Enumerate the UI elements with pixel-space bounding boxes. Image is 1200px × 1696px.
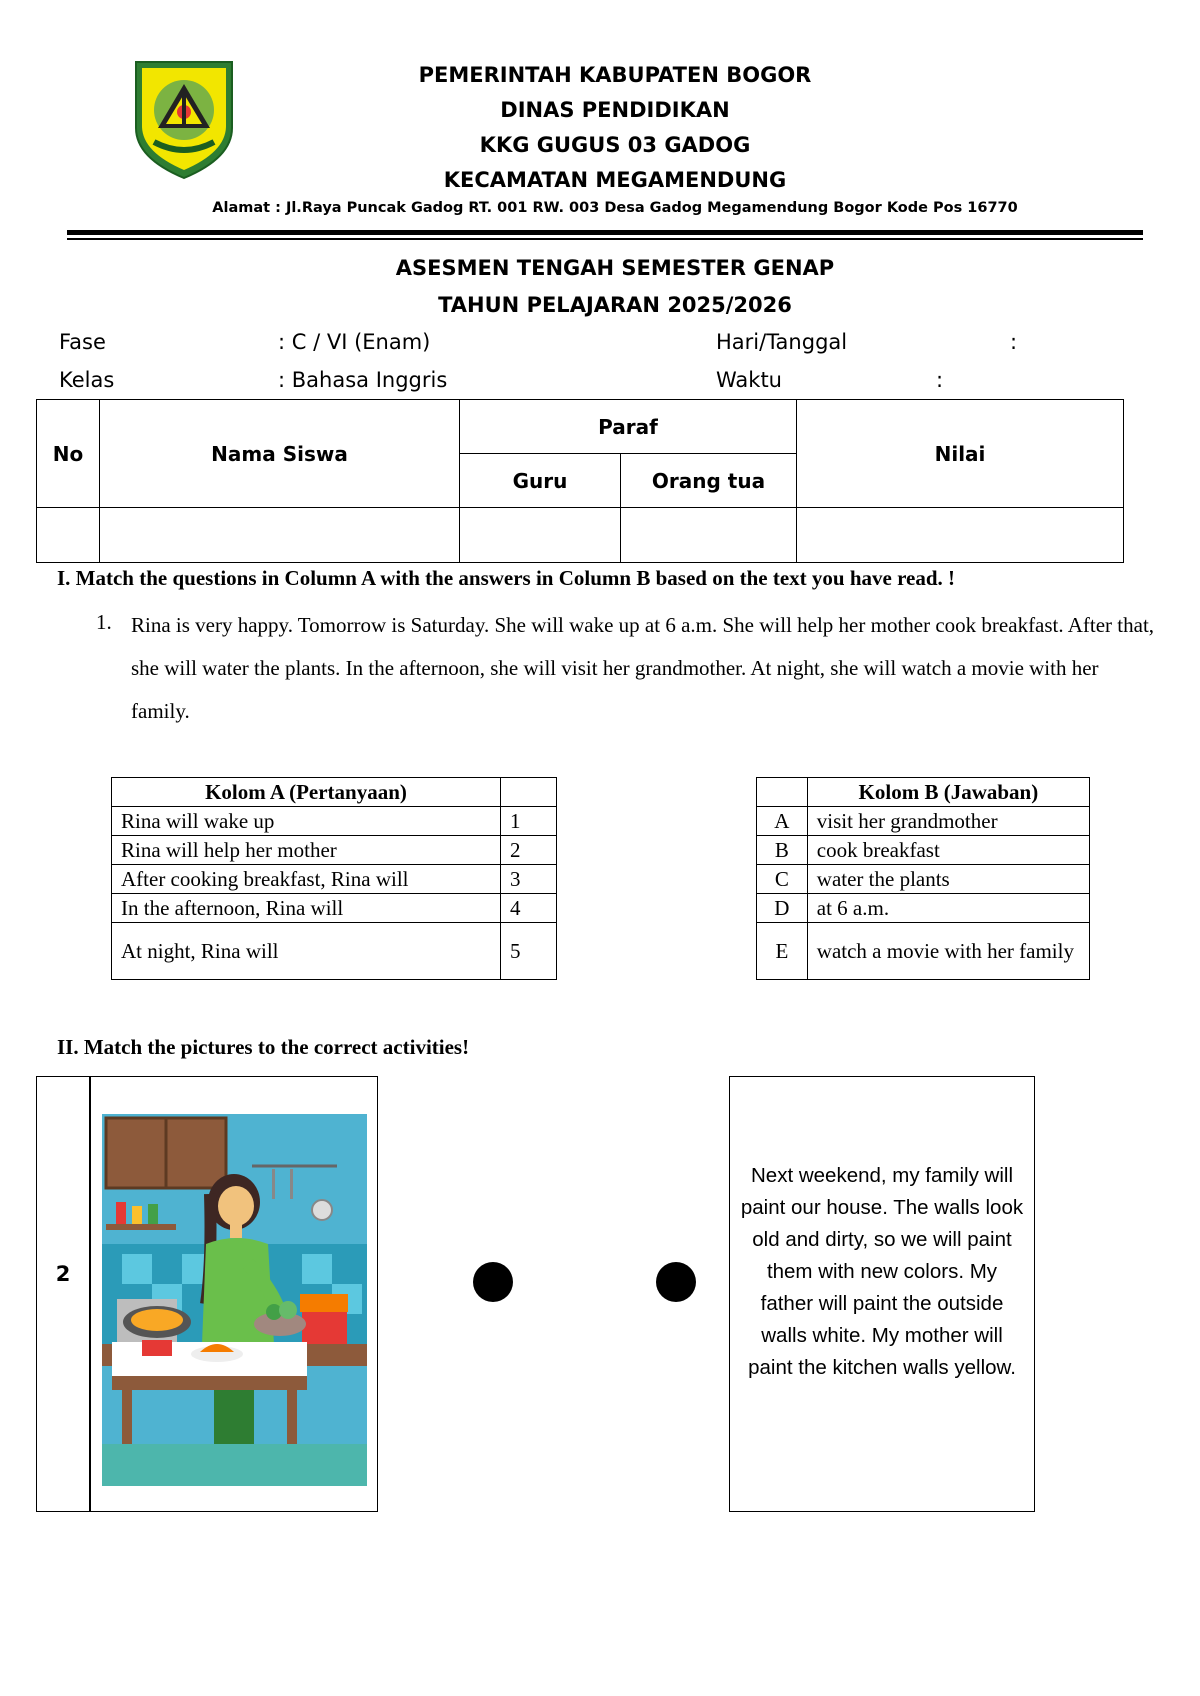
- letterhead-line-district: KECAMATAN MEGAMENDUNG: [443, 168, 787, 192]
- column-b-letter-header: [757, 778, 808, 807]
- section-2-heading: II. Match the pictures to the correct activities!: [57, 1035, 470, 1059]
- table-row: [112, 865, 557, 894]
- column-b-text: watch a movie with her family: [807, 923, 1089, 980]
- fase-label: Fase: [59, 330, 106, 354]
- column-b-letter: B: [757, 836, 808, 865]
- kelas-label: Kelas: [59, 368, 115, 392]
- table-row: [112, 807, 557, 836]
- cell-nama-siswa[interactable]: [100, 508, 460, 563]
- woman-cooking-image: [102, 1114, 367, 1486]
- picture-item-number: 2: [55, 1262, 71, 1286]
- matching-dot-right[interactable]: [656, 1262, 696, 1302]
- letterhead-line-office: DINAS PENDIDIKAN: [500, 98, 730, 122]
- column-b-text: cook breakfast: [807, 836, 1089, 865]
- letterhead-line-cluster: KKG GUGUS 03 GADOG: [479, 133, 751, 157]
- header-paraf: Paraf: [460, 400, 797, 454]
- column-b-letter: C: [757, 865, 808, 894]
- letterhead-rule: [67, 230, 1143, 235]
- column-a-num: 3: [501, 865, 557, 894]
- column-a-text: After cooking breakfast, Rina will: [112, 865, 501, 894]
- column-a-text: In the afternoon, Rina will: [112, 894, 501, 923]
- picture-item-divider: [89, 1076, 91, 1512]
- exam-title: ASESMEN TENGAH SEMESTER GENAP: [395, 256, 835, 280]
- cell-no[interactable]: [37, 508, 100, 563]
- column-a-number-header: [501, 778, 557, 807]
- bogor-regency-logo: [132, 58, 236, 182]
- column-b-table: [756, 777, 1090, 980]
- header-orang-tua: Orang tua: [621, 454, 797, 508]
- activity-text: Next weekend, my family will paint our house. The walls look old and dirty, so we will paint them with new colors. My father will paint the outside walls white. My mother will paint the kitchen walls yellow.: [740, 1164, 1024, 1379]
- table-row: [757, 923, 1090, 980]
- column-a-text: At night, Rina will: [112, 923, 501, 980]
- cell-nilai[interactable]: [797, 508, 1124, 563]
- column-b-letter: A: [757, 807, 808, 836]
- letterhead-address: Alamat : Jl.Raya Puncak Gadog RT. 001 RW. 003 Desa Gadog Megamendung Bogor Kode Pos 16770: [212, 200, 1018, 216]
- table-row: [757, 894, 1090, 923]
- column-a-num: 4: [501, 894, 557, 923]
- header-nama-siswa: Nama Siswa: [100, 400, 460, 508]
- hari-tanggal-label: Hari/Tanggal: [716, 330, 848, 354]
- letterhead-line-government: PEMERINTAH KABUPATEN BOGOR: [418, 63, 812, 87]
- reading-passage: Rina is very happy. Tomorrow is Saturday. She will wake up at 6 a.m. She will help her mother cook breakfast. After that, she will water the plants. In the afternoon, she will visit her grandmother. At night, she will watch a movie with her family.: [131, 613, 1155, 723]
- column-b-text: visit her grandmother: [807, 807, 1089, 836]
- column-b-header: Kolom B (Jawaban): [807, 778, 1089, 807]
- column-a-num: 5: [501, 923, 557, 980]
- column-a-text: Rina will wake up: [112, 807, 501, 836]
- waktu-colon: :: [936, 368, 944, 392]
- letterhead-rule-thin: [67, 238, 1143, 240]
- cell-paraf-orang-tua[interactable]: [621, 508, 797, 563]
- table-row: [112, 836, 557, 865]
- fase-value: : C / VI (Enam): [278, 330, 431, 354]
- column-a-num: 2: [501, 836, 557, 865]
- student-identity-table: [36, 399, 1124, 563]
- school-year: TAHUN PELAJARAN 2025/2026: [438, 293, 792, 317]
- column-a-text: Rina will help her mother: [112, 836, 501, 865]
- header-guru: Guru: [460, 454, 621, 508]
- table-row: [757, 836, 1090, 865]
- column-b-letter: E: [757, 923, 808, 980]
- table-row: [757, 865, 1090, 894]
- column-a-num: 1: [501, 807, 557, 836]
- table-row: [112, 923, 557, 980]
- kelas-value: : Bahasa Inggris: [278, 368, 448, 392]
- column-a-header: Kolom A (Pertanyaan): [112, 778, 501, 807]
- column-a-table: [111, 777, 557, 980]
- question-number: 1.: [96, 610, 112, 634]
- hari-tanggal-colon: :: [1010, 330, 1018, 354]
- column-b-letter: D: [757, 894, 808, 923]
- waktu-label: Waktu: [716, 368, 782, 392]
- column-b-text: at 6 a.m.: [807, 894, 1089, 923]
- table-row: [112, 894, 557, 923]
- column-b-text: water the plants: [807, 865, 1089, 894]
- header-no: No: [37, 400, 100, 508]
- matching-dot-left[interactable]: [473, 1262, 513, 1302]
- header-nilai: Nilai: [797, 400, 1124, 508]
- section-1-heading: I. Match the questions in Column A with the answers in Column B based on the text you have read. !: [57, 566, 956, 590]
- table-row: [757, 807, 1090, 836]
- cell-paraf-guru[interactable]: [460, 508, 621, 563]
